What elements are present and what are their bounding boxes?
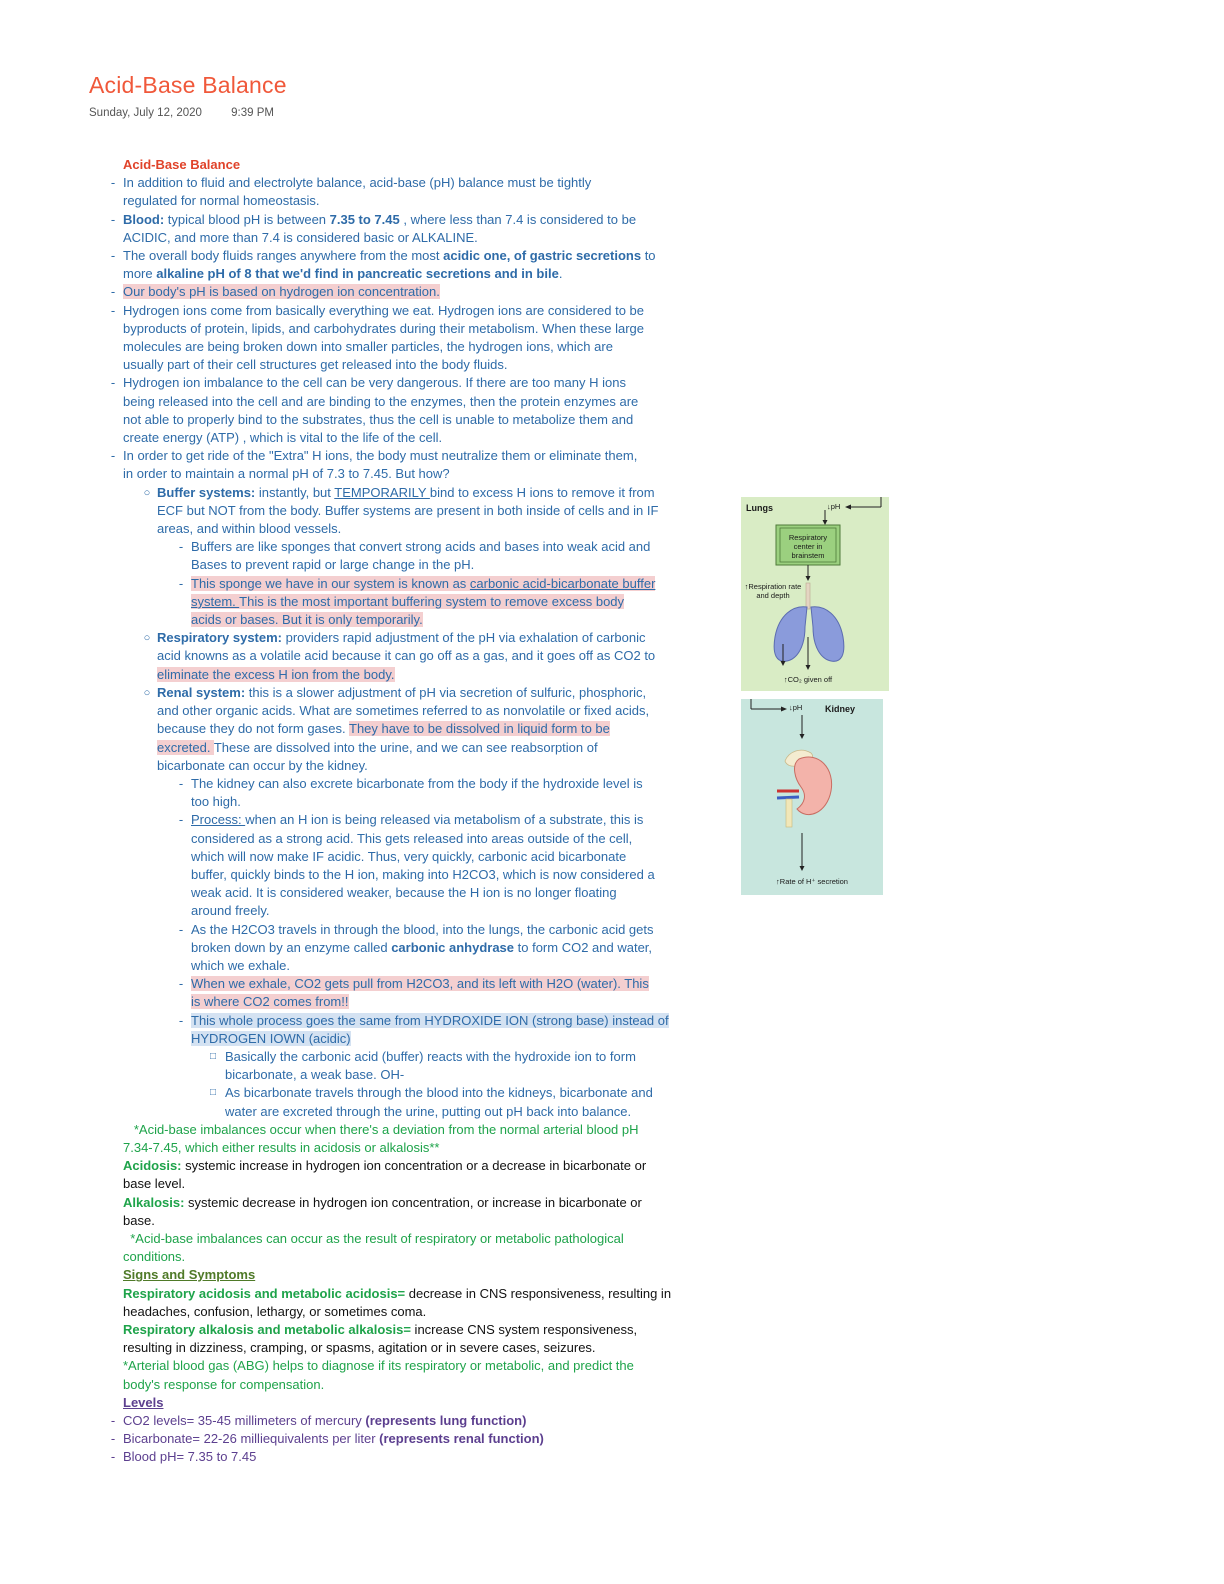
- list-item: - Buffers are like sponges that convert strong acids and bases into weak acid and: [178, 539, 651, 555]
- list-item: - Hydrogen ions come from basically everything we eat. Hydrogen ions are considered to be: [110, 302, 644, 318]
- list-item: - Blood pH= 7.35 to 7.45: [110, 1449, 257, 1465]
- lungs-figure: [741, 497, 889, 691]
- signs-item: Respiratory alkalosis and metabolic alkalosis= increase CNS system responsiveness,: [123, 1322, 638, 1337]
- list-item: □ Basically the carbonic acid (buffer) reacts with the hydroxide ion to form: [209, 1048, 636, 1064]
- list-item: - Hydrogen ion imbalance to the cell can be very dangerous. If there are too many H ions: [110, 375, 626, 391]
- list-item: - Bicarbonate= 22-26 milliequivalents per liter (represents renal function): [110, 1431, 544, 1447]
- list-item: - This sponge we have in our system is known as carbonic acid-bicarbonate buffer: [178, 575, 656, 591]
- lungs-ph-label: ↓pH: [827, 502, 841, 511]
- list-item-renal: ○ Renal system: this is a slower adjustment of pH via secretion of sulfuric, phosphoric,: [143, 684, 647, 700]
- respiratory-center-label: Respiratory center in brainstem: [788, 533, 828, 560]
- list-item-cont: ACIDIC, and more than 7.4 is considered basic or ALKALINE.: [123, 229, 478, 245]
- list-item-respiratory: ○ Respiratory system: providers rapid adjustment of the pH via exhalation of carbonic: [143, 630, 646, 646]
- imbalance-note-2: *Acid-base imbalances can occur as the result of respiratory or metabolic pathological: [123, 1230, 624, 1246]
- abg-note: *Arterial blood gas (ABG) helps to diagnose if its respiratory or metabolic, and predict the: [123, 1358, 634, 1374]
- list-item: - In order to get ride of the "Extra" H ions, the body must neutralize them or eliminate them,: [110, 448, 638, 464]
- note-meta: [89, 107, 274, 119]
- list-item: □ As bicarbonate travels through the blood into the kidneys, bicarbonate and: [209, 1085, 653, 1101]
- lungs-label: Lungs: [746, 503, 773, 513]
- acidosis-definition: Acidosis: systemic increase in hydrogen ion concentration or a decrease in bicarbonate or: [123, 1158, 647, 1174]
- imbalance-note: *Acid-base imbalances occur when there's a deviation from the normal arterial blood pH: [123, 1121, 639, 1137]
- note-date: Sunday, July 12, 2020: [89, 107, 202, 119]
- signs-heading: Signs and Symptoms: [123, 1267, 256, 1283]
- list-item: - Blood: typical blood pH is between 7.35 to 7.45 , where less than 7.4 is considered to be: [110, 211, 637, 227]
- h-secretion-label: ↑Rate of H⁺ secretion: [776, 877, 848, 886]
- list-item: - Our body's pH is based on hydrogen ion concentration.: [110, 284, 440, 300]
- list-item: - This whole process goes the same from HYDROXIDE ION (strong base) instead of: [178, 1012, 669, 1028]
- section-heading: Acid-Base Balance: [123, 157, 241, 172]
- list-item: - The kidney can also excrete bicarbonate from the body if the hydroxide level is: [178, 775, 643, 791]
- kidney-ph-label: ↓pH: [789, 703, 803, 712]
- signs-item: Respiratory acidosis and metabolic acidosis= decrease in CNS responsiveness, resulting in: [123, 1285, 672, 1301]
- list-item: - As the H2CO3 travels in through the blood, into the lungs, the carbonic acid gets: [178, 921, 654, 937]
- kidney-label: Kidney: [825, 704, 856, 714]
- list-item: - Process: when an H ion is being released via metabolism of a substrate, this is: [178, 812, 644, 828]
- list-item: - The overall body fluids ranges anywhere from the most acidic one, of gastric secretions to: [110, 248, 656, 264]
- note-body: Acid-Base Balance - In addition to fluid and electrolyte balance, acid-base (pH) balance must be tightly regulated for normal homeostasis. - Blood: typical blood pH is between 7.35 to 7.45 , where less than 7.4 is considered to be ACIDIC, and more than 7.4 is considered basic or ALKALINE. - The overall body fluids ranges anywhere from the most acidic one, of gastric secretions to more alkaline pH of 8 that we'd find in pancreatic secretions and in bile. - Our body's pH is based on hydrogen ion concentration. - Hydrogen ions come from basically everything we eat. Hydrogen ions are considered to be byproducts of protein, lipids, and carbohydrates during their metabolism. When these large molecules are being broken down into smaller particles, the hydrogen ions, which are usually part of their cell structures get released into the body fluids. - Hydrogen ion imbalance to the cell can be very dangerous. If there are too many H ions being released into the cell and are binding to the enzymes, then the protein enzymes are not able to properly bind to the substrates, thus the cell is unable to metabolize them and create energy (ATP) , which is vital to the life of the cell. - In order to get ride of the "Extra" H ions, the body must neutralize them or eliminate them, in order to maintain a normal pH of 7.3 to 7.45. But how? ○ Buffer systems: instantly, but TEMPORARILY bind to excess H ions to remove it from ECF but NOT from the body. Buffer systems are present in both inside of cells and in IF areas, and within blood vessels. - Buffers are like sponges that convert strong acids and bases into weak acid and Bases to prevent rapid or large change in the pH. - This sponge we have in our system is known as carbonic acid-bicarbonate buffer system. This is the most important buffering system to remove excess body acids or bases. But it is only temporarily. ○ Respiratory system: providers rapid adjustment of the pH via exhalation of carbonic acid knowns as a volatile acid because it can go off as a gas, and it goes off as CO2 to eliminate the excess H ion from the body. ○ Renal system: this is a slower adjustment of pH via secretion of sulfuric, phosphoric, and other organic acids. What are sometimes referred to as nonvolatile or fixed acids, because they do not form gases. They have to be dissolved in liquid form to be excreted. These are dissolved into the urine, and we can see reabsorption of bicarbonate can occur by the kidney. - The kidney can also excrete bicarbonate from the body if the hydroxide level is too high. - Process: when an H ion is being released via metabolism of a substrate, this is considered as a strong acid. This gets released into areas outside of the cell, which will now make IF acidic. Thus, very quickly, carbonic acid bicarbonate buffer, quickly binds to the H ion, making into H2CO3, which is now considered a weak acid. It is considered weaker, because the H ion is no longer floating around freely. - As the H2CO3 travels in through the blood, into the lungs, the carbonic acid gets broken down by an enzyme called carbonic anhydrase to form CO2 and water, which we exhale. - When we exhale, CO2 gets pull from H2CO3, and its left with H2O (water). This is where CO2 comes from!! - This whole process goes the same from HYDROXIDE ION (strong base) instead of HYDROGEN IOWN (acidic) □ Basically the carbonic acid (buffer) reacts with the hydroxide ion to form bicarbonate, a weak base. OH- □ As bicarbonate travels through the blood into the kidneys, bicarbonate and water are excreted through the urine, putting out pH back into balance. *Acid-base imbalances occur when there's a deviation from the normal arterial blood pH 7.34-7.45, which either results in acidosis or alkalosis** Acidosis: systemic increase in hydrogen ion concentration or a decrease in bicarbonate or base level. Alkalosis: systemic decrease in hydrogen ion concentration, or increase in bicarbonate or base. *Acid-base imbalances can occur as the result of respiratory or metabolic pathological conditions. Signs and Symptoms Respiratory acidosis and metabolic acidosis= decrease in CNS responsiveness, resulting in headaches, confusion, lethargy, or sometimes coma. Respiratory alkalosis and metabolic alkalosis= increase CNS system responsiveness, resulting in dizziness, cramping, or spasms, agitation or in severe cases, seizures. *Arterial blood gas (ABG) helps to diagnose if its respiratory or metabolic, and predict the body's response for compensation. Levels - CO2 levels= 35-45 millimeters of mercury (represents lung function) - Bicarbonate= 22-26 milliequivalents per liter (represents renal function) - Blood pH= 7.35 to 7.45: [106, 156, 696, 1467]
- kidney-diagram: [741, 699, 883, 895]
- alkalosis-definition: Alkalosis: systemic decrease in hydrogen ion concentration, or increase in bicarbonate or: [123, 1194, 642, 1210]
- list-item: - When we exhale, CO2 gets pull from H2CO3, and its left with H2O (water). This: [178, 976, 649, 992]
- co2-label: ↑CO₂ given off: [783, 675, 833, 684]
- respiration-rate-label: ↑Respiration rate and depth: [744, 582, 802, 600]
- list-item-buffer: ○ Buffer systems: instantly, but TEMPORARILY bind to excess H ions to remove it from: [143, 484, 655, 500]
- page-title: Acid-Base Balance: [89, 72, 287, 98]
- list-item: - In addition to fluid and electrolyte balance, acid-base (pH) balance must be tightly: [110, 175, 592, 191]
- note-time: 9:39 PM: [231, 107, 274, 119]
- list-item-cont: more alkaline pH of 8 that we'd find in pancreatic secretions and in bile.: [123, 266, 563, 282]
- list-item: - CO2 levels= 35-45 millimeters of mercury (represents lung function): [110, 1413, 527, 1429]
- levels-heading: Levels: [123, 1394, 164, 1410]
- list-item-cont: regulated for normal homeostasis.: [123, 193, 320, 209]
- kidney-figure: [741, 699, 883, 895]
